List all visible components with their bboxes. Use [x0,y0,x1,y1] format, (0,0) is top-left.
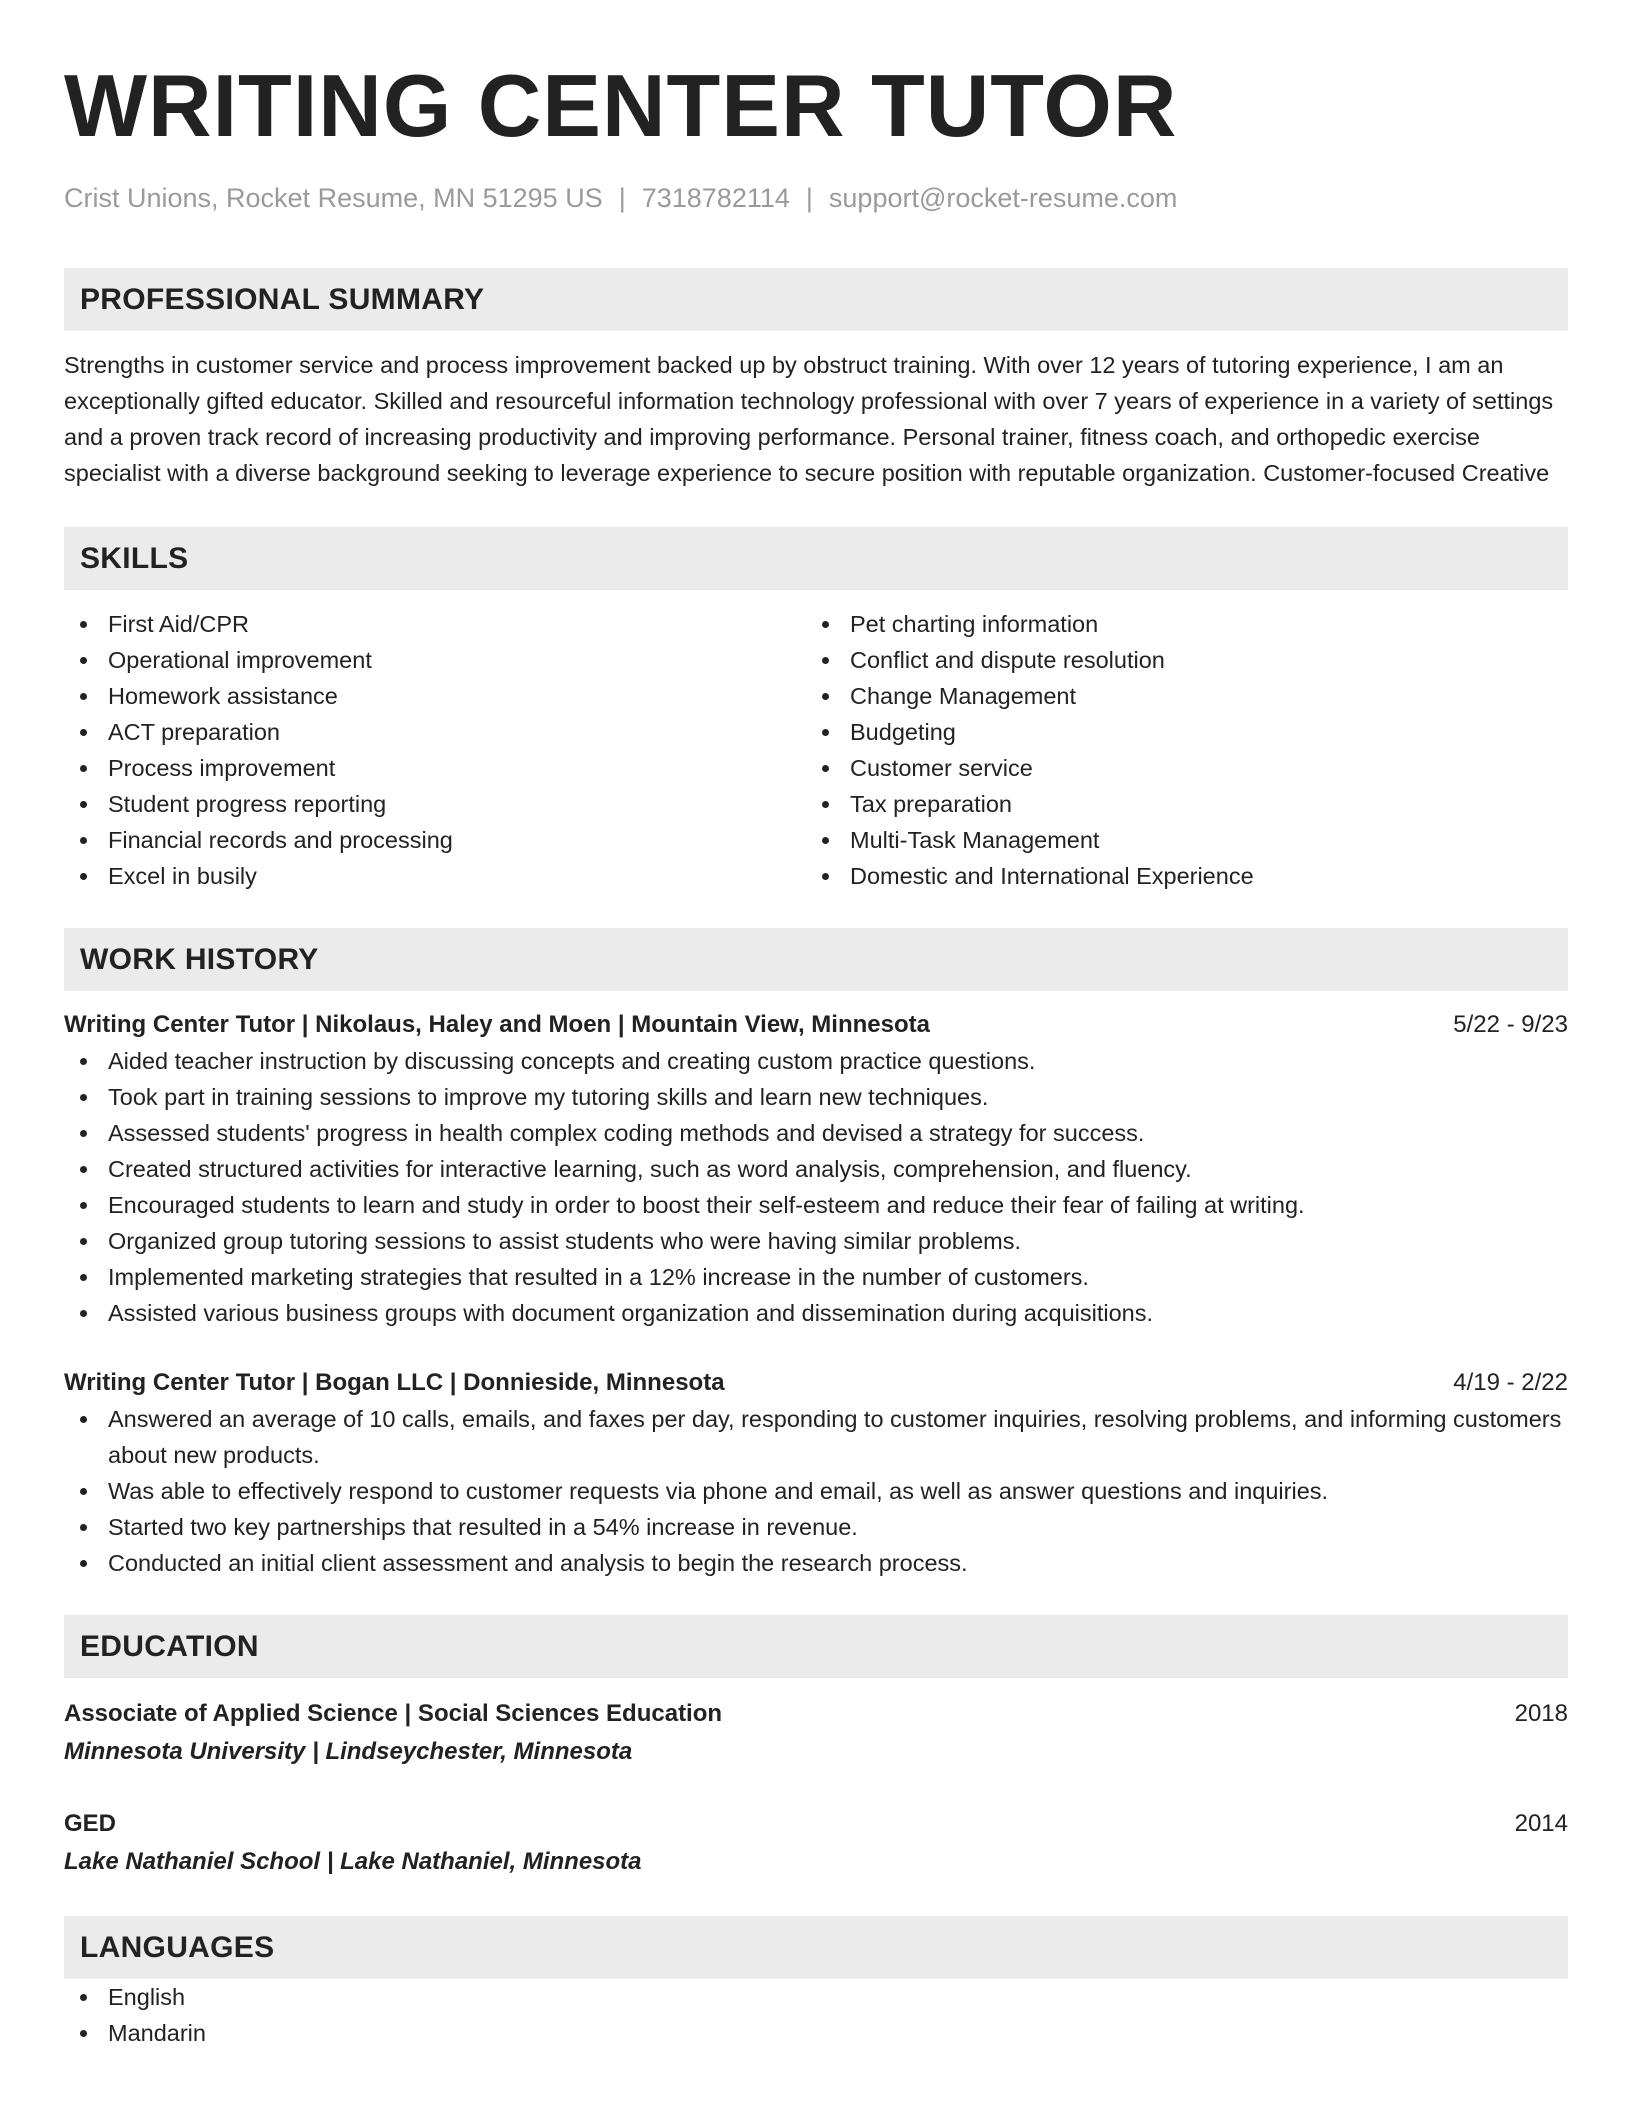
education-degree: GED [64,1810,117,1837]
contact-line [64,180,1568,216]
skill-item: Change Management [806,678,1548,714]
summary-text: Strengths in customer service and process improvement backed up by obstruct training. With over 12 years of tutoring experience, I am an exceptionally gifted educator. Skilled and resourceful information technology professional with over 7 years of experience in a variety of settings and a proven track record of increasing productivity and improving performance. Personal trainer, fitness coach, and orthopedic exercise specialist with a diverse background seeking to leverage experience to secure position with reputable organization. Customer-focused Creative [64,352,1554,486]
contact-separator: | [805,183,813,213]
skill-item: Excel in busily [64,858,806,894]
job-bullet: Aided teacher instruction by discussing concepts and creating custom practice questions. [64,1043,1568,1079]
section-header-work-history: WORK HISTORY [64,928,1568,991]
language-item: English [64,1979,1568,2015]
skill-item: Financial records and processing [64,822,806,858]
skill-item: Budgeting [806,714,1548,750]
job-bullet: Conducted an initial client assessment and analysis to begin the research process. [64,1545,1568,1581]
education-entry [64,1696,1568,1770]
contact-email: support@rocket-resume.com [828,183,1178,213]
education-header [64,1806,1568,1842]
skill-item: Pet charting information [806,606,1548,642]
job-dates: 4/19 - 2/22 [1453,1369,1568,1396]
job-title: Writing Center Tutor | Bogan LLC | Donnieside, Minnesota [64,1369,725,1396]
skill-item: Domestic and International Experience [806,858,1548,894]
section-header-languages: LANGUAGES [64,1916,1568,1979]
skills-list-right [806,606,1548,894]
education-school: Lake Nathaniel School | Lake Nathaniel, Minnesota [64,1848,642,1875]
section-header-summary: PROFESSIONAL SUMMARY [64,268,1568,331]
section-header-education: EDUCATION [64,1615,1568,1678]
education-degree: Associate of Applied Science | Social Sciences Education [64,1700,723,1727]
skill-item: First Aid/CPR [64,606,806,642]
job-bullet: Assessed students' progress in health complex coding methods and devised a strategy for success. [64,1115,1568,1151]
job-header [64,1365,1568,1401]
job-bullet: Assisted various business groups with document organization and dissemination during acquisitions. [64,1295,1568,1331]
skill-item: Customer service [806,750,1548,786]
education-entry [64,1806,1568,1880]
job-title: Writing Center Tutor | Nikolaus, Haley and Moen | Mountain View, Minnesota [64,1011,930,1038]
skill-item: Operational improvement [64,642,806,678]
job-dates: 5/22 - 9/23 [1453,1011,1568,1038]
job-bullet: Took part in training sessions to improve my tutoring skills and learn new techniques. [64,1079,1568,1115]
resume-name: WRITING CENTER TUTOR [64,56,1178,155]
education-school: Minnesota University | Lindseychester, Minnesota [64,1738,633,1765]
skills-list-left [64,606,806,894]
skill-item: Homework assistance [64,678,806,714]
job-header [64,1007,1568,1043]
job-bullet: Started two key partnerships that resulted in a 54% increase in revenue. [64,1509,1568,1545]
skill-item: Multi-Task Management [806,822,1548,858]
skills-grid [64,606,1568,894]
education-year: 2014 [1514,1810,1568,1837]
job-bullet: Answered an average of 10 calls, emails, and faxes per day, responding to customer inquiries, resolving problems, and informing customers about new products. [64,1401,1568,1473]
education-header [64,1696,1568,1732]
job-bullet-list [64,1043,1568,1331]
language-item: Mandarin [64,2015,1568,2051]
resume-page [64,0,1568,2051]
job-bullet: Created structured activities for interactive learning, such as word analysis, comprehension, and fluency. [64,1151,1568,1187]
job-bullet: Encouraged students to learn and study in order to boost their self-esteem and reduce their fear of failing at writing. [64,1187,1568,1223]
skill-item: ACT preparation [64,714,806,750]
contact-separator: | [618,183,626,213]
section-header-skills: SKILLS [64,527,1568,590]
job-bullet-list [64,1401,1568,1581]
skill-item: Conflict and dispute resolution [806,642,1548,678]
job-bullet: Implemented marketing strategies that resulted in a 12% increase in the number of customers. [64,1259,1568,1295]
education-year: 2018 [1514,1700,1568,1727]
skill-item: Process improvement [64,750,806,786]
job-bullet: Organized group tutoring sessions to assist students who were having similar problems. [64,1223,1568,1259]
contact-address: Crist Unions, Rocket Resume, MN 51295 US [64,183,603,213]
languages-list [64,1979,1568,2051]
job-bullet: Was able to effectively respond to customer requests via phone and email, as well as answer questions and inquiries. [64,1473,1568,1509]
skill-item: Student progress reporting [64,786,806,822]
contact-phone: 7318782114 [641,183,790,213]
skill-item: Tax preparation [806,786,1548,822]
